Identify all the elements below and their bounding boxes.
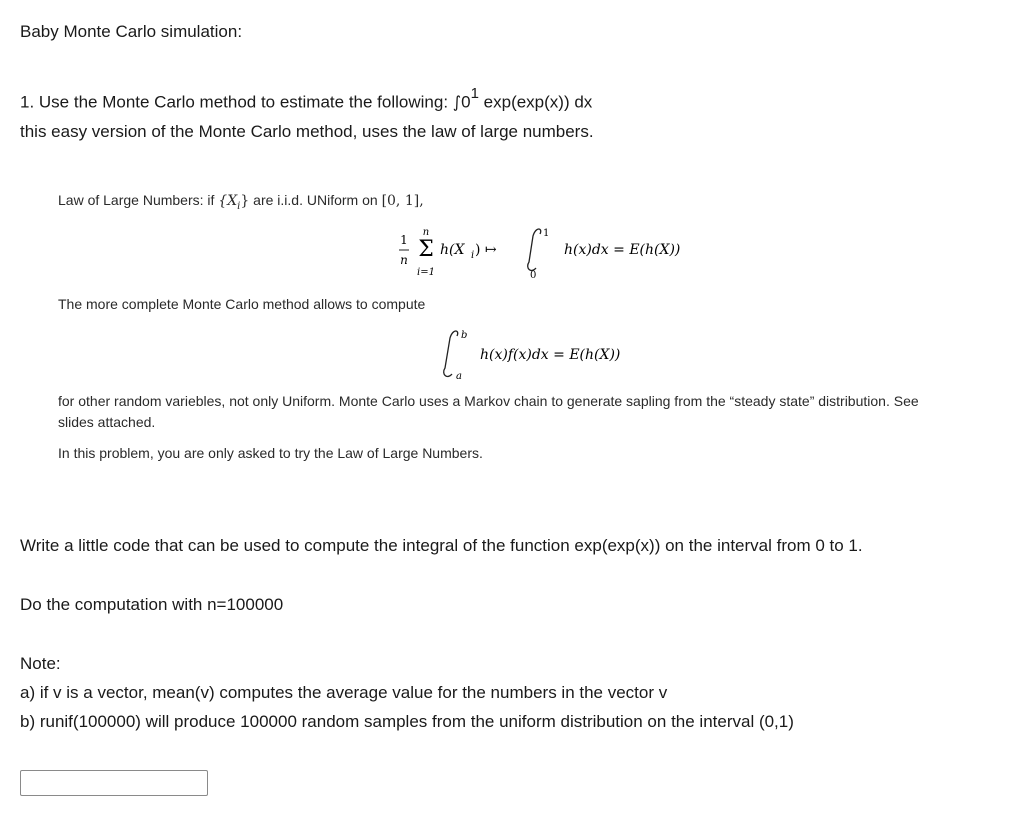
complete-method-text: The more complete Monte Carlo method allows to compute [58,296,426,312]
general-integral-upper: b [461,330,468,341]
lln-frac-denominator: n [400,253,408,267]
integral-upper-limit: 1 [470,85,479,102]
lln-integral-lower: 0 [530,270,537,281]
general-rhs: h(x)f(x)dx = E(h(X)) [480,347,621,363]
lln-set: {X [218,193,238,209]
lln-set-close: } [240,193,250,209]
lln-sum-top: n [422,227,430,238]
integral-lower-limit: 0 [461,92,471,112]
general-integral-sign [444,331,458,376]
task-text: Write a little code that can be used to compute the integral of the function exp(exp(x)) on the interval from 0 to 1. [20,536,863,555]
note-a: a) if v is a vector, mean(v) computes the average value for the numbers in the vector v [20,683,668,702]
other-variables-line-2: slides attached. [58,414,156,430]
lln-text-before: Law of Large Numbers: if [58,192,219,208]
other-variables-line-1: for other random variebles, not only Uniform. Monte Carlo uses a Markov chain to generate sapling from the “steady state” distribution. See [58,393,919,409]
question-text [20,85,593,113]
lln-term-close: ) ↦ [475,242,497,258]
lln-sum-bottom: i=1 [417,267,435,278]
note-title: Note: [20,654,61,673]
integral-sign: ∫ [452,92,462,112]
page-title: Baby Monte Carlo simulation: [20,22,243,41]
general-integral-lower: a [456,371,462,382]
lln-interval: [0, 1], [381,193,424,209]
lln-formula [390,222,710,282]
intro-text: this easy version of the Monte Carlo method, uses the law of large numbers. [20,122,594,141]
computation-text: Do the computation with n=100000 [20,595,284,614]
only-lln-text: In this problem, you are only asked to try the Law of Large Numbers. [58,445,483,461]
note-b: b) runif(100000) will produce 100000 random samples from the uniform distribution on the interval (0,1) [20,712,794,731]
question-prefix: 1. Use the Monte Carlo method to estimate the following: [20,92,453,112]
lln-rhs: h(x)dx = E(h(X)) [564,242,681,258]
lln-sum-sign: Σ [418,237,434,262]
lln-text-middle: are i.i.d. UNiform on [249,192,382,208]
integrand: exp(exp(x)) dx [478,92,593,112]
lln-set-subscript: i [237,200,241,212]
lln-term: h(X [440,242,465,258]
answer-input[interactable] [20,770,208,796]
lln-integral-sign [528,229,541,270]
lln-integral-upper: 1 [543,228,550,239]
lln-term-subscript: i [471,250,475,261]
lln-statement [58,192,424,212]
lln-frac-numerator: 1 [400,233,408,247]
general-formula [440,326,680,382]
